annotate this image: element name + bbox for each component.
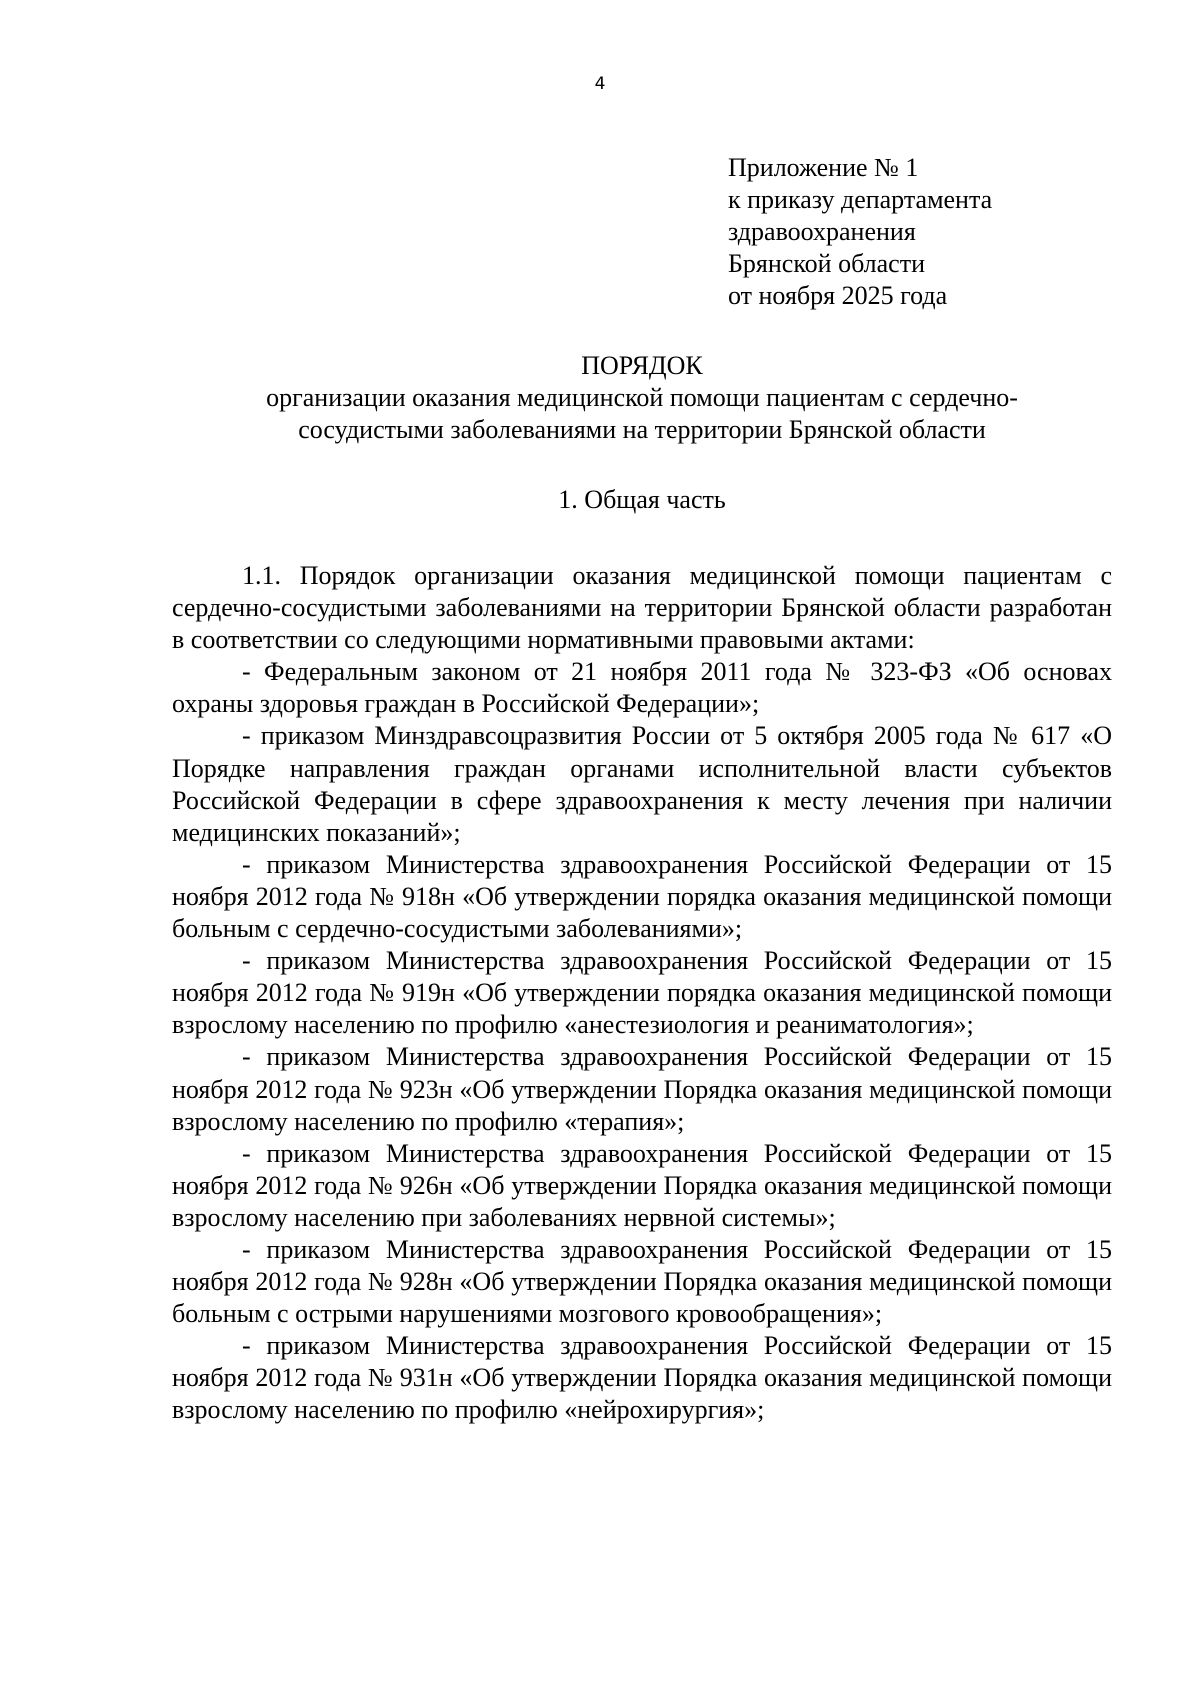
paragraph: - приказом Министерства здравоохранения Российской Федерации от 15 ноября 2012 года № 923н «Об утверждении Порядка оказания медицинской помощи взрослому населению по профилю «терапия»; [172, 1042, 1112, 1136]
document-subtitle-line: организации оказания медицинской помощи пациентам с сердечно- [266, 383, 1018, 412]
section-heading: 1. Общая часть [558, 485, 726, 514]
appendix-line: от ноября 2025 года [728, 281, 948, 310]
paragraph: - Федеральным законом от 21 ноября 2011 года № 323-ФЗ «Об основах охраны здоровья граждан в Российской Федерации»; [172, 657, 1112, 719]
body-text [172, 560, 1112, 1427]
appendix-line: Приложение № 1 [728, 153, 919, 182]
document-title: ПОРЯДОК [581, 351, 703, 380]
page-number: 4 [594, 74, 606, 94]
appendix-line: Брянской области [728, 249, 925, 278]
document-subtitle-line: сосудистыми заболеваниями на территории Брянской области [298, 415, 986, 444]
paragraph: - приказом Министерства здравоохранения Российской Федерации от 15 ноября 2012 года № 928н «Об утверждении Порядка оказания медицинской помощи больным с острыми нарушениями мозгового кровообращения»; [172, 1234, 1112, 1329]
paragraph: 1.1. Порядок организации оказания медицинской помощи пациентам с сердечно-сосудистыми заболеваниями на территории Брянской области разработан в соответствии со следующими нормативными правовыми актами: [172, 561, 1112, 655]
document-title-block [172, 350, 1112, 446]
appendix-line: здравоохранения [728, 217, 916, 246]
appendix-block [728, 152, 992, 312]
paragraph: - приказом Министерства здравоохранения Российской Федерации от 15 ноября 2012 года № 919н «Об утверждении порядка оказания медицинской помощи взрослому населению по профилю «анестезиология и реаниматология»; [172, 946, 1112, 1040]
appendix-line: к приказу департамента [728, 185, 993, 214]
paragraph: - приказом Министерства здравоохранения Российской Федерации от 15 ноября 2012 года № 931н «Об утверждении Порядка оказания медицинской помощи взрослому населению по профилю «нейрохирургия»; [172, 1331, 1112, 1425]
paragraph: - приказом Минздравсоцразвития России от 5 октября 2005 года № 617 «О Порядке направления граждан органами исполнительной власти субъектов Российской Федерации в сфере здравоохранения к месту лечения при наличии медицинских показаний»; [172, 721, 1112, 847]
paragraph: - приказом Министерства здравоохранения Российской Федерации от 15 ноября 2012 года № 918н «Об утверждении порядка оказания медицинской помощи больным с сердечно-сосудистыми заболеваниями»; [172, 849, 1112, 944]
paragraph: - приказом Министерства здравоохранения Российской Федерации от 15 ноября 2012 года № 926н «Об утверждении Порядка оказания медицинской помощи взрослому населению при заболеваниях нервной системы»; [172, 1138, 1112, 1232]
